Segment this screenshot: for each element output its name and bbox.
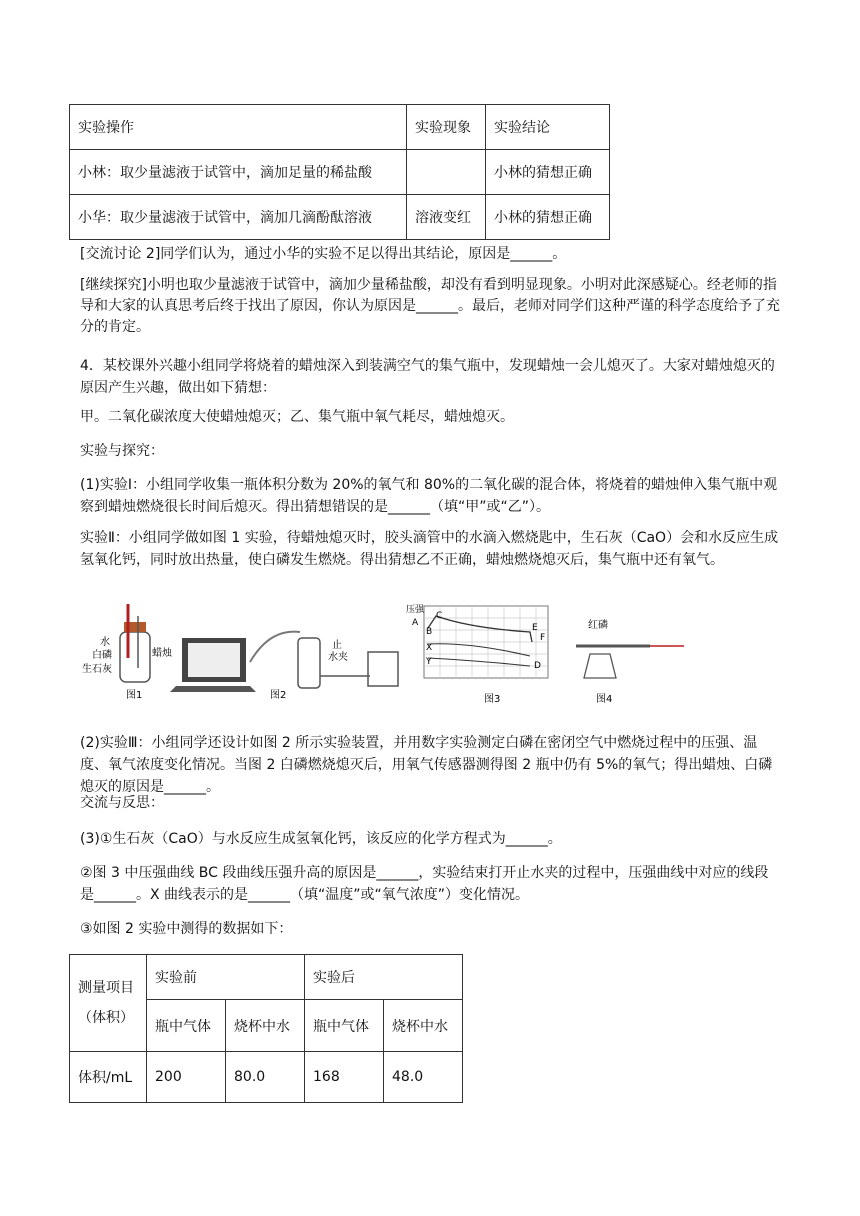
y-curve: [428, 658, 530, 666]
fig3-label: D: [534, 661, 541, 671]
item-sublabel: （体积）: [78, 1010, 134, 1026]
beaker-shape: [368, 652, 398, 686]
table-cell: 48.0: [384, 1052, 463, 1103]
fig2-caption: 图2: [270, 690, 287, 701]
gas-bottle-shape: [120, 632, 150, 682]
table-header-cell: 实验结论: [486, 105, 610, 150]
table-cell: 小林：取少量滤液于试管中，滴加足量的稀盐酸: [70, 150, 407, 195]
figure-1: [82, 604, 173, 701]
fig3-label: X: [426, 643, 433, 653]
fig1-label: 水: [100, 637, 110, 648]
reflection-3-text: ③如图 2 实验中测得的数据如下：: [80, 921, 293, 937]
fig3-label: 压强: [406, 605, 425, 615]
reflection-1-text: (3)①生石灰（CaO）与水反应生成氢氧化钙，该反应的化学方程式为______。: [80, 831, 562, 847]
fig3-label: E: [532, 623, 538, 633]
hypothesis-text: 甲。二氧化碳浓度大使蜡烛熄灭；乙、集气瓶中氧气耗尽，蜡烛熄灭。: [80, 409, 514, 425]
fig3-label: A: [412, 618, 419, 628]
table-cell: 200: [147, 1052, 226, 1103]
laptop-display-shape: [188, 643, 240, 677]
fig4-label: 红磷: [588, 620, 608, 631]
table-row: [70, 955, 463, 1000]
table-header-cell: 瓶中气体: [147, 1000, 226, 1052]
question-4-text: 4．某校课外兴趣小组同学将烧着的蜡烛深入到装满空气的集气瓶中，发现蜡烛一会儿熄灭了。大家对蜡烛熄灭的原因产生兴趣，做出如下猜想：: [80, 358, 775, 396]
table-row: [70, 1052, 463, 1103]
figure-4: [576, 618, 684, 705]
table-header-cell: [70, 955, 147, 1052]
table-cell: 小林的猜想正确: [486, 150, 610, 195]
reflection-heading: 交流与反思：: [80, 795, 164, 811]
table-row: [70, 150, 610, 195]
graph-grid-lines: [424, 606, 548, 678]
table-cell: 溶液变红: [407, 195, 486, 240]
table-cell: 体积/mL: [70, 1052, 147, 1103]
table-header-cell: 瓶中气体: [305, 1000, 384, 1052]
flask-shape: [298, 638, 320, 688]
fig3-label: F: [540, 633, 546, 643]
table-header-row: [70, 105, 610, 150]
table-row: [70, 195, 610, 240]
table-header-cell: 实验前: [147, 955, 305, 1000]
experiment-figures: [70, 598, 790, 718]
experiment-heading: 实验与探究：: [80, 443, 164, 459]
laptop-base-shape: [170, 686, 256, 692]
fig2-label: 止: [332, 640, 342, 651]
sensor-cable-shape: [250, 632, 300, 662]
fig1-label: 生石灰: [82, 664, 112, 675]
fig1-label: 白磷: [92, 650, 112, 661]
table-header-cell: 烧杯中水: [384, 1000, 463, 1052]
lamp-shape: [584, 654, 616, 678]
table-header-cell: 实验现象: [407, 105, 486, 150]
experiment-table: [69, 104, 610, 240]
pressure-curve: [428, 616, 532, 642]
table-header-cell: 实验后: [305, 955, 463, 1000]
fig4-caption: 图4: [596, 694, 613, 705]
reflection-2-text: ②图 3 中压强曲线 BC 段曲线压强升高的原因是______，实验结束打开止水夹的过程中，压强曲线中对应的线段是______。X 曲线表示的是______（填“温度”或“氧气浓度”）变化情况。: [80, 865, 769, 903]
figure-3: [406, 604, 548, 705]
fig1-label: 蜡烛: [152, 648, 172, 659]
continue-explore-text: [继续探究]小明也取少量滤液于试管中，滴加少量稀盐酸，却没有看到明显现象。小明对此深感疑心。经老师的指导和大家的认真思考后终于找出了原因，你认为原因是______。最后，老师对同学们这种严谨的科学态度给予了充分的肯定。: [80, 277, 780, 335]
fig2-label: 水夹: [328, 652, 348, 663]
fig1-caption: 图1: [126, 690, 143, 701]
table-cell: [407, 150, 486, 195]
table-header-cell: 烧杯中水: [226, 1000, 305, 1052]
experiment-1-text: (1)实验Ⅰ：小组同学收集一瓶体积分数为 20%的氧气和 80%的二氧化碳的混合体，将烧着的蜡烛伸入集气瓶中观察到蜡烛燃烧很长时间后熄灭。得出猜想错误的是______（填“甲”或“乙”）。: [80, 477, 778, 515]
item-label: 测量项目: [78, 980, 134, 996]
fig3-label: B: [426, 627, 433, 637]
experiment-2-text: 实验Ⅱ：小组同学做如图 1 实验，待蜡烛熄灭时，胶头滴管中的水滴入燃烧匙中，生石灰（CaO）会和水反应生成氢氧化钙，同时放出热量，使白磷发生燃烧。得出猜想乙不正确，蜡烛燃烧熄灭后，集气瓶中还有氧气。: [80, 530, 779, 568]
table-cell: 168: [305, 1052, 384, 1103]
table-cell: 小林的猜想正确: [486, 195, 610, 240]
discussion-2-text: [交流讨论 2]同学们认为，通过小华的实验不足以得出其结论，原因是______。: [80, 246, 567, 262]
table-header-cell: 实验操作: [70, 105, 407, 150]
experiment-3-text: (2)实验Ⅲ：小组同学还设计如图 2 所示实验装置，并用数字实验测定白磷在密闭空气中燃烧过程中的压强、温度、氧气浓度变化情况。当图 2 白磷燃烧熄灭后，用氧气传感器测得图 2 瓶中仍有 5%的氧气；得出蜡烛、白磷熄灭的原因是______。: [80, 735, 773, 795]
figures-svg: [70, 598, 790, 718]
table-cell: 小华：取少量滤液于试管中，滴加几滴酚酞溶液: [70, 195, 407, 240]
figure-2: [170, 632, 398, 701]
fig3-label: Y: [426, 657, 432, 667]
fig3-caption: 图3: [484, 694, 501, 705]
fig3-label: C: [436, 611, 443, 621]
measurement-table: [69, 954, 463, 1103]
table-cell: 80.0: [226, 1052, 305, 1103]
